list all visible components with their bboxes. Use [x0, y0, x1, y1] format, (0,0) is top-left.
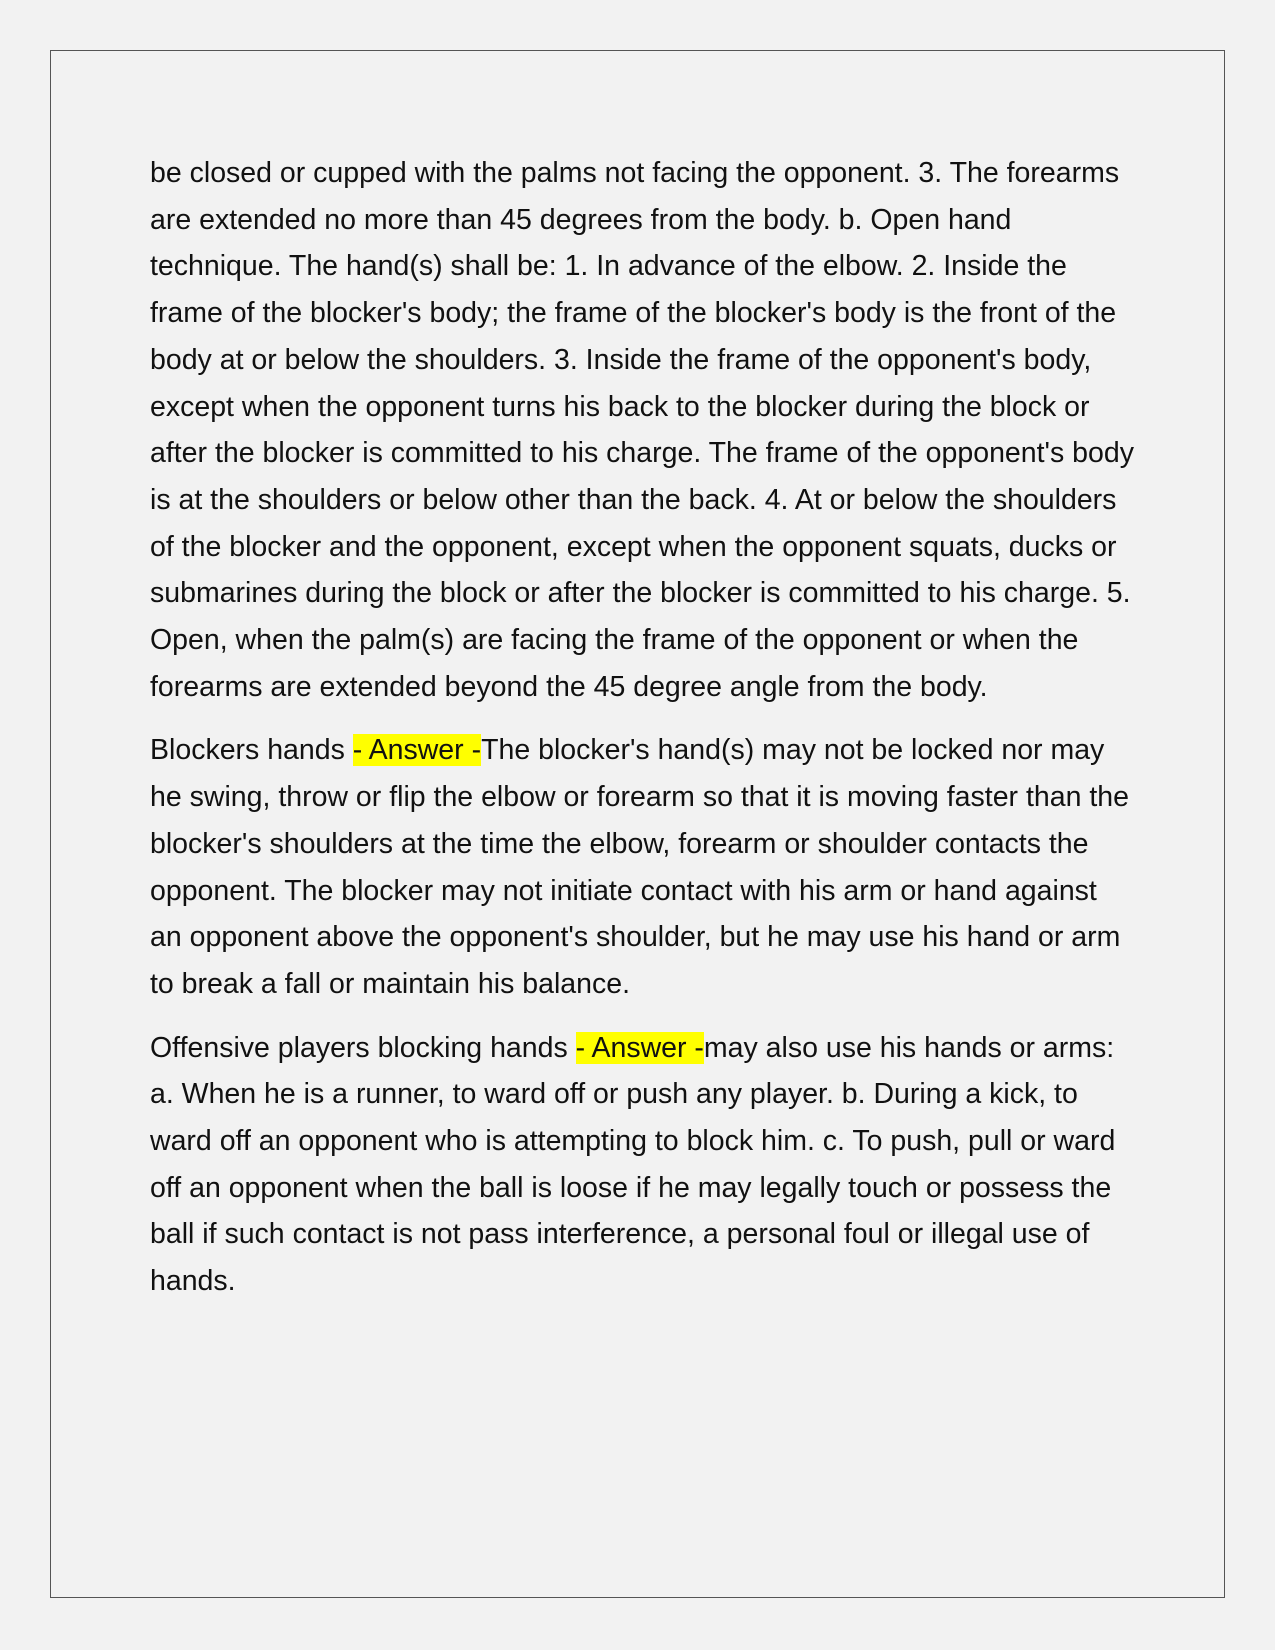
document-body — [150, 150, 1135, 1322]
answer-text: The blocker's hand(s) may not be locked nor may he swing, throw or flip the elbow or forearm so that it is moving faster than the blocker's shoulders at the time the elbow, forearm or shoulder contacts the opponent. The blocker may not initiate contact with his arm or hand against an opponent above the opponent's shoulder, but he may use his hand or arm to break a fall or maintain his balance. — [150, 734, 1129, 1000]
term-label: Blockers hands — [150, 734, 353, 767]
paragraph-text: be closed or cupped with the palms not facing the opponent. 3. The forearms are extended no more than 45 degrees from the body. b. Open hand technique. The hand(s) shall be: 1. In advance of the elbow. 2. Inside the frame of the blocker's body; the frame of the blocker's body is the front of the body at or below the shoulders. 3. Inside the frame of the opponent's body, except when the opponent turns his back to the blocker during the block or after the blocker is committed to his charge. The frame of the opponent's body is at the shoulders or below other than the back. 4. At or below the shoulders of the blocker and the opponent, except when the opponent squats, ducks or submarines during the block or after the blocker is committed to his charge. 5. Open, when the palm(s) are facing the frame of the opponent or when the forearms are extended beyond the 45 degree angle from the body. — [150, 157, 1134, 703]
paragraph-open-hand-technique — [150, 150, 1135, 710]
paragraph-offensive-blocking-hands — [150, 1025, 1135, 1305]
answer-text: may also use his hands or arms: a. When he is a runner, to ward off or push any player. b. During a kick, to ward off an opponent who is attempting to block him. c. To push, pull or ward off an opponent when the ball is loose if he may legally touch or possess the ball if such contact is not pass interference, a personal foul or illegal use of hands. — [150, 1031, 1116, 1298]
term-label: Offensive players blocking hands — [150, 1031, 576, 1064]
answer-highlight: - Answer - — [575, 1031, 704, 1064]
paragraph-blockers-hands — [150, 727, 1135, 1007]
answer-highlight: - Answer - — [352, 734, 482, 767]
